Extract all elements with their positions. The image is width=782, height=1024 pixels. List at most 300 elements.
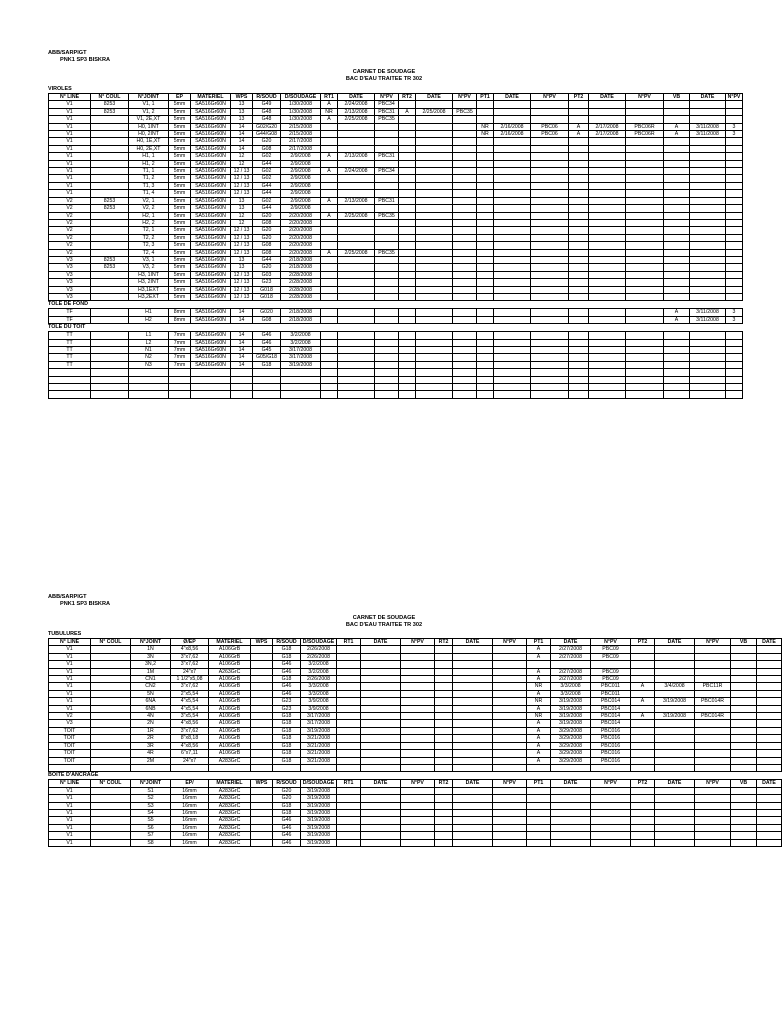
table-cell bbox=[493, 668, 527, 675]
table-cell: 3"x5,54 bbox=[171, 713, 209, 720]
table-cell: 7mm bbox=[169, 339, 191, 346]
table-cell: 5mm bbox=[169, 212, 191, 219]
table-cell bbox=[416, 138, 453, 145]
table-cell bbox=[321, 234, 338, 241]
table-cell bbox=[527, 764, 551, 771]
table-cell bbox=[321, 376, 338, 383]
table-cell: A bbox=[664, 316, 690, 323]
table-cell bbox=[477, 145, 494, 152]
table-cell: G05/G18 bbox=[253, 354, 281, 361]
table-cell bbox=[169, 369, 191, 376]
table-cell bbox=[416, 101, 453, 108]
table-cell bbox=[655, 668, 695, 675]
column-header: Ø/EP bbox=[171, 639, 209, 646]
table-cell bbox=[569, 384, 589, 391]
table-cell: H0, 2INT bbox=[129, 131, 169, 138]
table-cell: PBC016 bbox=[591, 750, 631, 757]
table-cell bbox=[695, 727, 731, 734]
table-cell: V3 bbox=[49, 256, 91, 263]
table-cell: 3 bbox=[726, 131, 743, 138]
table-cell bbox=[690, 347, 726, 354]
table-cell bbox=[726, 264, 743, 271]
table-cell: 12 bbox=[231, 212, 253, 219]
table-cell bbox=[399, 256, 416, 263]
table-cell bbox=[695, 705, 731, 712]
table-cell bbox=[453, 293, 477, 300]
table-cell: 14 bbox=[231, 316, 253, 323]
table-cell bbox=[589, 205, 626, 212]
table-cell bbox=[49, 384, 91, 391]
column-header: DATE bbox=[453, 639, 493, 646]
table-cell bbox=[664, 168, 690, 175]
table-cell: PBC016 bbox=[591, 727, 631, 734]
table-cell bbox=[361, 727, 401, 734]
table-cell: G020 bbox=[253, 309, 281, 316]
table-cell: 13 bbox=[231, 116, 253, 123]
table-cell bbox=[453, 757, 493, 764]
table-row bbox=[49, 242, 743, 249]
table-cell: 3/17/2008 bbox=[281, 347, 321, 354]
table-cell: TOIT bbox=[49, 735, 91, 742]
table-cell: 2/18/2008 bbox=[281, 309, 321, 316]
table-cell bbox=[251, 727, 273, 734]
table-cell: G49 bbox=[253, 101, 281, 108]
table-row bbox=[49, 750, 782, 757]
table-cell bbox=[477, 249, 494, 256]
table-cell bbox=[494, 116, 531, 123]
table-cell: 16mm bbox=[171, 824, 209, 831]
table-cell bbox=[321, 131, 338, 138]
table-cell bbox=[494, 145, 531, 152]
table-cell bbox=[757, 764, 782, 771]
table-cell: PBC06R bbox=[626, 131, 664, 138]
table-cell bbox=[91, 802, 131, 809]
table-cell bbox=[321, 190, 338, 197]
table-cell: G18 bbox=[273, 742, 301, 749]
table-cell bbox=[453, 286, 477, 293]
table-cell bbox=[589, 354, 626, 361]
table-cell bbox=[631, 757, 655, 764]
column-header: PT2 bbox=[631, 639, 655, 646]
table-cell bbox=[361, 683, 401, 690]
table-cell bbox=[589, 153, 626, 160]
table-cell bbox=[655, 802, 695, 809]
table-cell bbox=[401, 839, 435, 846]
table-row bbox=[49, 212, 743, 219]
table-cell: PBC35 bbox=[453, 108, 477, 115]
table-cell bbox=[337, 742, 361, 749]
table-cell: G18 bbox=[253, 361, 281, 368]
column-header: RT2 bbox=[435, 780, 453, 787]
table-cell bbox=[338, 286, 375, 293]
table-cell bbox=[664, 249, 690, 256]
table-row bbox=[49, 705, 782, 712]
header-row bbox=[49, 94, 743, 101]
table-cell bbox=[757, 720, 782, 727]
table-cell: A283GrC bbox=[209, 795, 251, 802]
table-cell bbox=[664, 242, 690, 249]
table-cell: V1 bbox=[49, 698, 91, 705]
table-cell: 1 1/2"x5,08 bbox=[171, 676, 209, 683]
table-cell: V1 bbox=[49, 832, 91, 839]
table-cell bbox=[731, 676, 757, 683]
table-cell bbox=[435, 727, 453, 734]
table-cell bbox=[531, 145, 569, 152]
table-cell bbox=[253, 376, 281, 383]
table-cell bbox=[338, 332, 375, 339]
table-cell: A bbox=[631, 698, 655, 705]
table-cell bbox=[591, 832, 631, 839]
table-cell bbox=[453, 190, 477, 197]
table-cell bbox=[399, 347, 416, 354]
table-cell: 13 bbox=[231, 256, 253, 263]
table-cell bbox=[569, 249, 589, 256]
table-cell: 3/21/2008 bbox=[301, 750, 337, 757]
table-cell: 2/27/2008 bbox=[551, 646, 591, 653]
table-cell bbox=[726, 219, 743, 226]
table-cell bbox=[631, 839, 655, 846]
table-cell bbox=[664, 391, 690, 398]
table-cell bbox=[569, 271, 589, 278]
table-cell: 3/19/2008 bbox=[301, 817, 337, 824]
table-cell bbox=[231, 391, 253, 398]
table-cell: 5mm bbox=[169, 131, 191, 138]
table-cell: 16mm bbox=[171, 787, 209, 794]
table-cell bbox=[589, 293, 626, 300]
table-cell bbox=[401, 720, 435, 727]
table-cell: A283GrC bbox=[209, 817, 251, 824]
table-cell bbox=[726, 227, 743, 234]
table-cell: 5mm bbox=[169, 256, 191, 263]
table-cell bbox=[477, 369, 494, 376]
table-cell: G20 bbox=[253, 227, 281, 234]
table-cell bbox=[569, 264, 589, 271]
table-cell bbox=[401, 676, 435, 683]
column-header: PT2 bbox=[569, 94, 589, 101]
table-cell bbox=[531, 227, 569, 234]
table-cell bbox=[416, 234, 453, 241]
table-cell bbox=[531, 101, 569, 108]
table-cell bbox=[91, 190, 129, 197]
table-cell: A283GrC bbox=[209, 839, 251, 846]
table-cell: V1 bbox=[49, 108, 91, 115]
table-cell bbox=[726, 242, 743, 249]
table-cell bbox=[399, 182, 416, 189]
table-cell bbox=[589, 219, 626, 226]
table-cell bbox=[695, 764, 731, 771]
table-cell: 4"x8,56 bbox=[171, 720, 209, 727]
table-cell: V1 bbox=[49, 795, 91, 802]
table-cell bbox=[527, 787, 551, 794]
table-cell bbox=[129, 369, 169, 376]
table-cell: 5mm bbox=[169, 271, 191, 278]
table-cell: PBC35 bbox=[375, 116, 399, 123]
table-cell: 2/20/2008 bbox=[281, 212, 321, 219]
table-cell bbox=[361, 757, 401, 764]
table-cell bbox=[494, 160, 531, 167]
table-cell bbox=[726, 175, 743, 182]
table-cell bbox=[664, 153, 690, 160]
table-cell bbox=[631, 668, 655, 675]
table-cell bbox=[531, 116, 569, 123]
table-cell bbox=[416, 264, 453, 271]
table-cell bbox=[91, 182, 129, 189]
table-cell bbox=[129, 376, 169, 383]
table-cell: A106GrB bbox=[209, 661, 251, 668]
table-cell bbox=[626, 190, 664, 197]
table-cell bbox=[453, 832, 493, 839]
table-cell bbox=[664, 361, 690, 368]
table-cell bbox=[375, 376, 399, 383]
table-cell: 2/9/2008 bbox=[281, 160, 321, 167]
table-cell: N3 bbox=[129, 361, 169, 368]
table-cell: 16mm bbox=[171, 795, 209, 802]
column-header: DATE bbox=[551, 639, 591, 646]
table-cell: PBC014 bbox=[591, 705, 631, 712]
table-cell bbox=[589, 256, 626, 263]
table-cell: 2/18/2008 bbox=[281, 316, 321, 323]
table-cell bbox=[589, 116, 626, 123]
table-cell bbox=[655, 653, 695, 660]
table-cell bbox=[169, 376, 191, 383]
column-header: N°PV bbox=[375, 94, 399, 101]
table-cell bbox=[361, 750, 401, 757]
table-cell bbox=[477, 153, 494, 160]
table-cell: 2/9/2008 bbox=[281, 197, 321, 204]
table-cell: V1 bbox=[49, 138, 91, 145]
table-cell: G18 bbox=[273, 750, 301, 757]
table-cell: 3/29/2008 bbox=[551, 757, 591, 764]
table-cell: 5mm bbox=[169, 153, 191, 160]
table-cell bbox=[91, 123, 129, 130]
table-cell bbox=[91, 839, 131, 846]
table-cell: V2 bbox=[49, 249, 91, 256]
column-header: PT2 bbox=[631, 780, 655, 787]
column-header: N°PV bbox=[695, 780, 731, 787]
table-cell bbox=[477, 190, 494, 197]
table-cell bbox=[453, 646, 493, 653]
table-cell bbox=[527, 795, 551, 802]
table-cell bbox=[631, 676, 655, 683]
table-cell: 12 bbox=[231, 160, 253, 167]
column-header: EP bbox=[169, 94, 191, 101]
table-cell bbox=[321, 160, 338, 167]
table-cell bbox=[664, 145, 690, 152]
table-cell: A bbox=[321, 249, 338, 256]
table-cell: V1 bbox=[49, 168, 91, 175]
table-cell: T2, 4 bbox=[129, 249, 169, 256]
table-cell bbox=[494, 286, 531, 293]
table-cell: SA516Gr60N bbox=[191, 227, 231, 234]
table-row bbox=[49, 227, 743, 234]
table-cell bbox=[416, 279, 453, 286]
page2-section-1-label: BOITE D'ANCRAGE bbox=[48, 772, 99, 779]
table-cell: 2/9/2008 bbox=[281, 153, 321, 160]
table-cell: V3, 2 bbox=[129, 264, 169, 271]
table-cell bbox=[91, 227, 129, 234]
table-cell bbox=[631, 661, 655, 668]
table-cell bbox=[531, 339, 569, 346]
table-cell bbox=[757, 839, 782, 846]
table-cell bbox=[589, 376, 626, 383]
table-cell bbox=[399, 316, 416, 323]
table-cell: 2/25/2008 bbox=[338, 249, 375, 256]
table-cell: G02 bbox=[253, 168, 281, 175]
table-cell: 14 bbox=[231, 347, 253, 354]
table-cell bbox=[453, 347, 477, 354]
table-cell bbox=[251, 690, 273, 697]
column-header: MATERIEL bbox=[209, 780, 251, 787]
table-cell: TOIT bbox=[49, 727, 91, 734]
table-cell: 2/9/2008 bbox=[281, 205, 321, 212]
table-cell bbox=[416, 227, 453, 234]
table-cell bbox=[191, 384, 231, 391]
page1-section-1-label: TOLE DE FOND bbox=[48, 301, 89, 308]
table-cell bbox=[493, 764, 527, 771]
table-cell: A263GrC bbox=[209, 668, 251, 675]
table-cell bbox=[321, 219, 338, 226]
table-cell bbox=[569, 332, 589, 339]
table-cell bbox=[690, 138, 726, 145]
table-cell bbox=[626, 271, 664, 278]
table-cell bbox=[690, 256, 726, 263]
table-cell: A106GrB bbox=[209, 727, 251, 734]
table-cell bbox=[589, 234, 626, 241]
page1-section-2-table bbox=[48, 331, 743, 399]
table-row bbox=[49, 316, 743, 323]
table-cell bbox=[91, 354, 129, 361]
table-cell: V1 bbox=[49, 653, 91, 660]
table-cell bbox=[626, 264, 664, 271]
table-cell: A106GrB bbox=[209, 742, 251, 749]
table-cell bbox=[453, 817, 493, 824]
table-cell: 3N bbox=[131, 653, 171, 660]
table-cell bbox=[321, 123, 338, 130]
table-cell bbox=[569, 138, 589, 145]
table-cell: 13 bbox=[231, 264, 253, 271]
table-cell bbox=[695, 750, 731, 757]
table-cell bbox=[416, 286, 453, 293]
table-cell: 7mm bbox=[169, 347, 191, 354]
table-cell: N1 bbox=[129, 347, 169, 354]
table-cell bbox=[251, 839, 273, 846]
table-cell: 2/20/2008 bbox=[281, 242, 321, 249]
table-cell: G20 bbox=[253, 234, 281, 241]
table-cell bbox=[655, 690, 695, 697]
table-row bbox=[49, 347, 743, 354]
table-cell: 3/17/2008 bbox=[301, 720, 337, 727]
table-cell bbox=[757, 809, 782, 816]
table-cell: SA516Gr60N bbox=[191, 131, 231, 138]
table-cell bbox=[399, 131, 416, 138]
column-header: DATE bbox=[690, 94, 726, 101]
table-cell bbox=[401, 683, 435, 690]
table-cell bbox=[337, 787, 361, 794]
table-cell bbox=[453, 234, 477, 241]
table-cell: V2 bbox=[49, 197, 91, 204]
table-cell bbox=[477, 175, 494, 182]
table-cell bbox=[91, 376, 129, 383]
table-cell bbox=[731, 720, 757, 727]
column-header: N°PV bbox=[531, 94, 569, 101]
table-cell bbox=[399, 123, 416, 130]
table-cell bbox=[493, 742, 527, 749]
table-cell bbox=[731, 713, 757, 720]
table-cell: S1 bbox=[131, 787, 171, 794]
column-header: DATE bbox=[655, 780, 695, 787]
table-cell: S6 bbox=[131, 824, 171, 831]
table-cell: 8253 bbox=[91, 205, 129, 212]
table-cell bbox=[690, 116, 726, 123]
table-cell bbox=[337, 750, 361, 757]
table-cell bbox=[453, 391, 477, 398]
table-cell bbox=[531, 249, 569, 256]
table-cell bbox=[731, 817, 757, 824]
table-cell: T1, 1 bbox=[129, 168, 169, 175]
table-cell: H3, 1INT bbox=[129, 271, 169, 278]
table-cell: 16mm bbox=[171, 802, 209, 809]
table-cell bbox=[453, 802, 493, 809]
table-cell: 14 bbox=[231, 138, 253, 145]
table-cell bbox=[375, 279, 399, 286]
table-cell bbox=[91, 735, 131, 742]
table-cell bbox=[477, 339, 494, 346]
column-header: D/SOUDAGE bbox=[301, 639, 337, 646]
table-cell bbox=[695, 720, 731, 727]
table-cell: 2/9/2008 bbox=[281, 168, 321, 175]
table-cell bbox=[399, 242, 416, 249]
table-cell bbox=[494, 190, 531, 197]
table-cell bbox=[626, 384, 664, 391]
table-cell bbox=[401, 668, 435, 675]
table-cell: G08 bbox=[253, 316, 281, 323]
table-cell: A bbox=[399, 108, 416, 115]
table-cell bbox=[589, 271, 626, 278]
table-cell: 8253 bbox=[91, 197, 129, 204]
table-cell bbox=[301, 764, 337, 771]
page1-section-2-label: TOLE DU TOIT bbox=[48, 324, 86, 331]
table-cell: V1 bbox=[49, 646, 91, 653]
table-cell bbox=[551, 824, 591, 831]
table-cell bbox=[251, 802, 273, 809]
column-header: DATE bbox=[338, 94, 375, 101]
table-cell bbox=[569, 293, 589, 300]
table-cell bbox=[375, 219, 399, 226]
table-cell bbox=[337, 757, 361, 764]
table-cell: V2 bbox=[49, 212, 91, 219]
table-cell: V2 bbox=[49, 234, 91, 241]
table-cell bbox=[527, 839, 551, 846]
column-header: RT1 bbox=[321, 94, 338, 101]
table-cell: A106GrB bbox=[209, 705, 251, 712]
table-cell: 12 / 13 bbox=[231, 182, 253, 189]
table-cell bbox=[401, 787, 435, 794]
table-cell bbox=[690, 279, 726, 286]
table-cell: 3"x7,62 bbox=[171, 683, 209, 690]
table-cell bbox=[626, 369, 664, 376]
table-cell: SA516Gr60N bbox=[191, 205, 231, 212]
table-cell bbox=[695, 787, 731, 794]
table-cell bbox=[251, 698, 273, 705]
table-cell bbox=[401, 750, 435, 757]
table-cell bbox=[375, 369, 399, 376]
table-cell bbox=[626, 197, 664, 204]
table-cell bbox=[91, 316, 129, 323]
table-cell bbox=[251, 735, 273, 742]
table-cell bbox=[338, 279, 375, 286]
table-cell bbox=[494, 249, 531, 256]
table-cell bbox=[435, 735, 453, 742]
